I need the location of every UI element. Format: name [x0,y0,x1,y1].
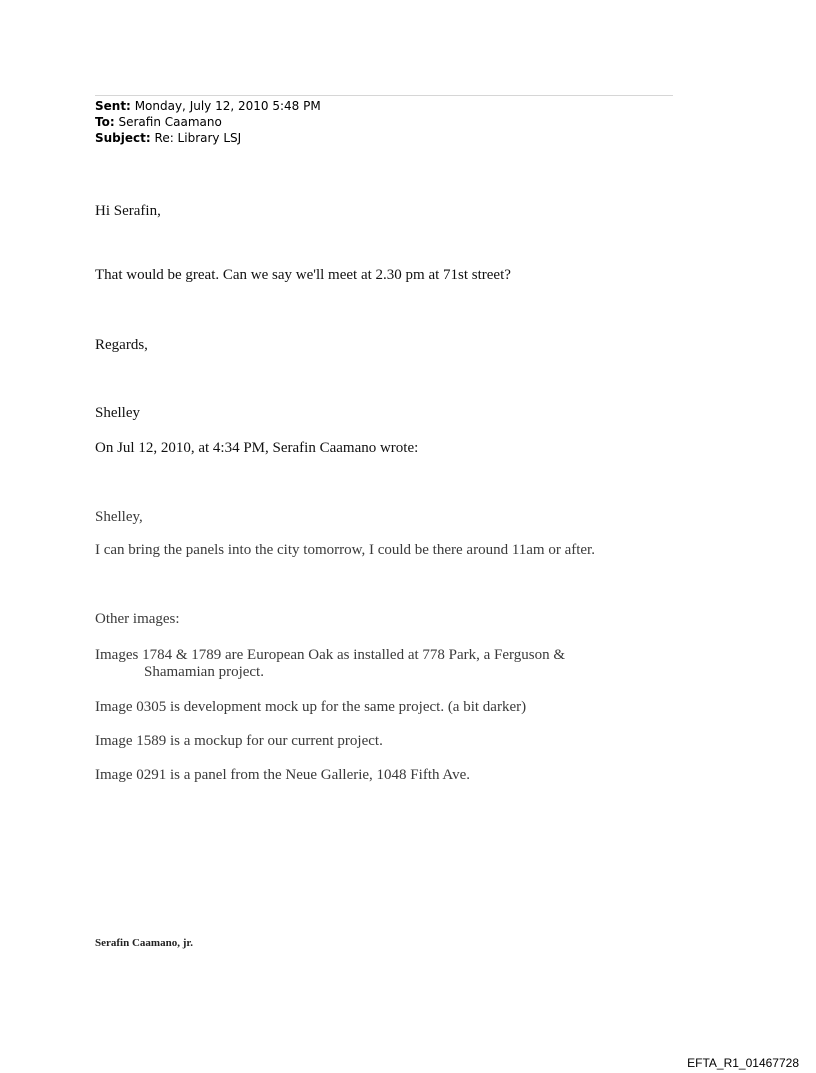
document-id: EFTA_R1_01467728 [687,1056,799,1070]
email-header [95,98,321,146]
image-1589-line: Image 1589 is a mockup for our current project. [95,733,383,749]
reply-signoff: Shelley [95,405,140,421]
images-1784-line-1: Images 1784 & 1789 are European Oak as installed at 778 Park, a Ferguson & [95,647,566,663]
reply-greeting: Hi Serafin, [95,203,161,219]
sent-row [95,98,321,114]
image-0291-line: Image 0291 is a panel from the Neue Gallerie, 1048 Fifth Ave. [95,767,471,783]
quote-intro: On Jul 12, 2010, at 4:34 PM, Serafin Caamano wrote: [95,440,419,456]
sent-value: Monday, July 12, 2010 5:48 PM [134,99,321,113]
to-label: To: [95,115,115,129]
other-images-heading: Other images: [95,611,180,627]
to-row [95,114,321,130]
images-1784-line-2: Shamamian project. [144,664,264,680]
subject-label: Subject: [95,131,151,145]
subject-row [95,130,321,146]
header-divider [95,95,673,96]
image-0305-line: Image 0305 is development mock up for the same project. (a bit darker) [95,699,527,715]
reply-closing: Regards, [95,337,148,353]
quoted-signature: Serafin Caamano, jr. [95,937,193,949]
quoted-line-1: I can bring the panels into the city tomorrow, I could be there around 11am or after. [95,542,595,558]
quoted-greeting: Shelley, [95,509,143,525]
subject-value: Re: Library LSJ [154,131,242,145]
to-value: Serafin Caamano [118,115,222,129]
sent-label: Sent: [95,99,131,113]
reply-body: That would be great. Can we say we'll meet at 2.30 pm at 71st street? [95,267,511,283]
images-1784-paragraph [95,647,565,681]
